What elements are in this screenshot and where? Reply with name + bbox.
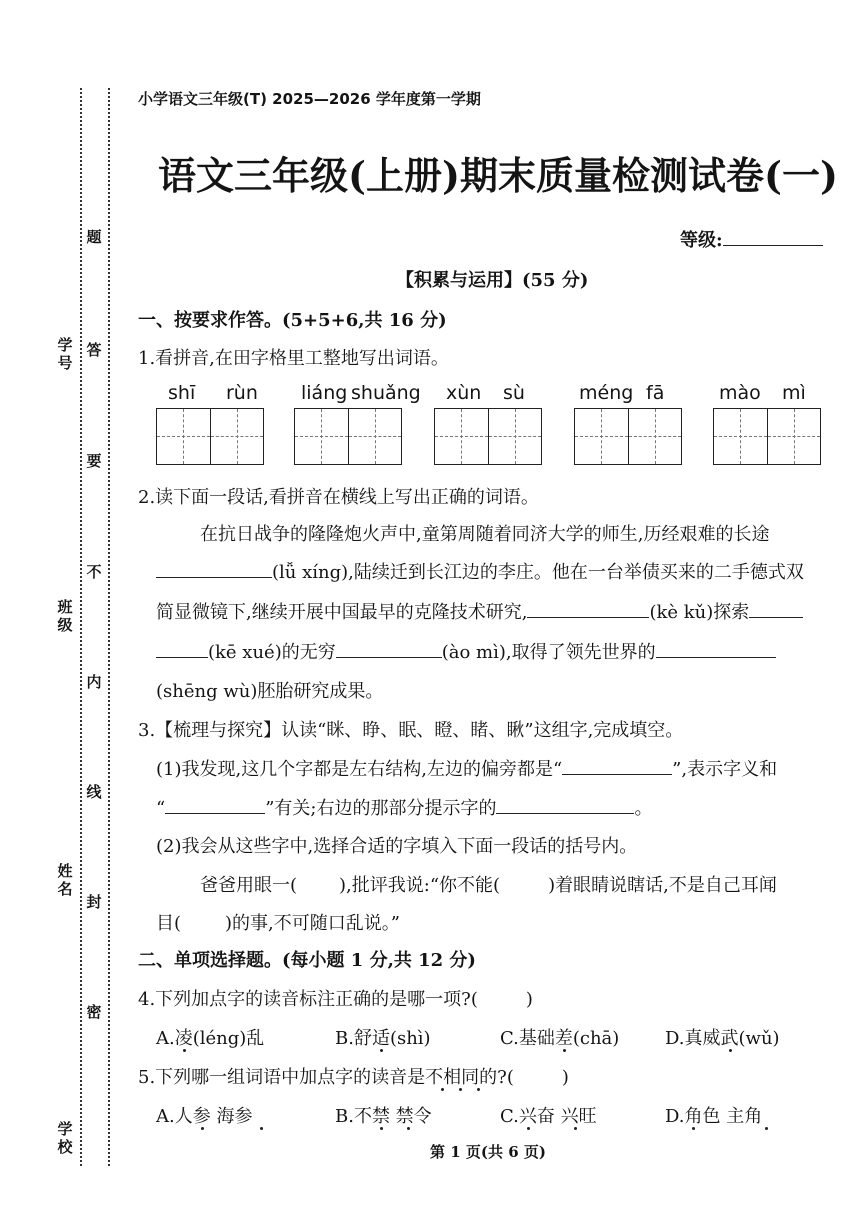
binding-line-inner bbox=[108, 88, 110, 1166]
q4-prompt bbox=[138, 985, 533, 1011]
q3-text: 目( bbox=[156, 913, 182, 934]
answer-blank[interactable] bbox=[749, 599, 803, 618]
emphasis-dot bbox=[260, 1127, 263, 1130]
q2-line2 bbox=[156, 558, 804, 584]
q2-line5: (shēng wù)胚胎研究成果。 bbox=[156, 681, 384, 702]
writing-grid[interactable] bbox=[156, 408, 264, 465]
emphasis-dot bbox=[380, 1049, 383, 1052]
grade-blank[interactable] bbox=[723, 227, 823, 246]
q2-line4 bbox=[156, 638, 776, 664]
q2-text: (lǚ xíng),陆续迁到长江边的李庄。他在一台举债买来的二手德式双 bbox=[272, 562, 804, 583]
q3-text: “ bbox=[156, 798, 166, 819]
class-label: 班级 bbox=[57, 598, 73, 634]
answer-blank[interactable] bbox=[527, 599, 649, 618]
q4-text: 4.下列加点字的读音标注正确的是哪一项?( bbox=[138, 989, 478, 1010]
page-number: 第 1 页(共 6 页) bbox=[430, 1143, 546, 1161]
pinyin: shuǎng bbox=[351, 382, 421, 404]
emphasis-dot bbox=[183, 1049, 186, 1052]
q3-text: ”有关;右边的那部分提示字的 bbox=[265, 798, 497, 819]
name-label: 姓名 bbox=[57, 862, 73, 898]
emphasis-dot bbox=[527, 1127, 530, 1130]
answer-blank[interactable] bbox=[656, 639, 776, 658]
emphasis-dot bbox=[765, 1127, 768, 1130]
emphasis-dot bbox=[459, 1088, 462, 1091]
q2-prompt: 2.读下面一段话,看拼音在横线上写出正确的词语。 bbox=[138, 487, 539, 508]
q3-text: )的事,不可随口乱说。” bbox=[225, 913, 400, 934]
q3-text: )着眼睛说瞎话,不是自己耳闻 bbox=[548, 875, 777, 896]
binding-char: 不 bbox=[86, 563, 102, 581]
grade-label: 等级: bbox=[680, 230, 723, 251]
writing-grid[interactable] bbox=[713, 408, 821, 465]
binding-char: 线 bbox=[86, 783, 102, 801]
q4-text: ) bbox=[525, 989, 533, 1010]
emphasis-dot bbox=[729, 1049, 732, 1052]
part2-heading: 二、单项选择题。(每小题 1 分,共 12 分) bbox=[138, 950, 476, 971]
binding-char: 密 bbox=[86, 1003, 102, 1021]
binding-char: 内 bbox=[86, 673, 102, 691]
q2-text: (ào mì),取得了领先世界的 bbox=[441, 642, 656, 663]
emphasis-dot bbox=[407, 1127, 410, 1130]
q3-text: ”,表示字义和 bbox=[672, 759, 778, 780]
emphasis-dot bbox=[201, 1127, 204, 1130]
pinyin: sù bbox=[503, 382, 525, 404]
q3-prompt: 3.【梳理与探究】认读“眯、睁、眠、瞪、睹、瞅”这组字,完成填空。 bbox=[138, 720, 684, 741]
binding-char: 答 bbox=[86, 341, 102, 359]
binding-char: 封 bbox=[86, 893, 102, 911]
pinyin: mào bbox=[719, 382, 761, 404]
grade-field bbox=[680, 226, 823, 252]
q3-passage-line1 bbox=[200, 871, 777, 897]
answer-blank[interactable] bbox=[165, 795, 265, 814]
q5-option-d[interactable]: D.角色 主角 bbox=[665, 1106, 763, 1127]
q5-option-c[interactable]: C.兴奋 兴旺 bbox=[500, 1106, 597, 1127]
answer-blank[interactable] bbox=[336, 639, 442, 658]
emphasis-dot bbox=[574, 1127, 577, 1130]
emphasis-dot bbox=[563, 1049, 566, 1052]
q4-option-d[interactable]: D.真威武(wǔ) bbox=[665, 1028, 780, 1049]
q5-option-a[interactable]: A.人参 海参 bbox=[156, 1106, 253, 1127]
answer-blank[interactable] bbox=[156, 639, 208, 658]
part1-heading: 一、按要求作答。(5+5+6,共 16 分) bbox=[138, 310, 447, 331]
emphasis-dot bbox=[477, 1088, 480, 1091]
pinyin: mì bbox=[782, 382, 806, 404]
q3-sub2: (2)我会从这些字中,选择合适的字填入下面一段话的括号内。 bbox=[156, 836, 638, 857]
emphasis-dot bbox=[692, 1127, 695, 1130]
subject-line: 小学语文三年级(T) 2025—2026 学年度第一学期 bbox=[138, 90, 481, 108]
emphasis-dot bbox=[441, 1088, 444, 1091]
q5-text: 5.下列哪一组词语中加点字的读音是不相同的?( bbox=[138, 1067, 514, 1088]
q5-text: ) bbox=[561, 1067, 569, 1088]
pinyin: rùn bbox=[226, 382, 258, 404]
pinyin: xùn bbox=[446, 382, 482, 404]
q3-text: 。 bbox=[634, 798, 653, 819]
q2-line3 bbox=[156, 598, 803, 624]
q3-text: 爸爸用眼一( bbox=[200, 875, 298, 896]
q3-sub1-line2 bbox=[156, 794, 652, 820]
answer-blank[interactable] bbox=[496, 795, 634, 814]
writing-grid[interactable] bbox=[574, 408, 682, 465]
answer-blank[interactable] bbox=[156, 559, 272, 578]
section-heading: 【积累与运用】(55 分) bbox=[396, 270, 589, 291]
writing-grid[interactable] bbox=[294, 408, 402, 465]
q2-text: 简显微镜下,继续开展中国最早的克隆技术研究, bbox=[156, 602, 528, 623]
q3-text: ),批评我说:“你不能( bbox=[339, 875, 501, 896]
school-label: 学校 bbox=[57, 1120, 73, 1156]
q2-text: (kè kǔ)探索 bbox=[649, 602, 750, 623]
pinyin: liáng bbox=[301, 382, 348, 404]
q4-option-a[interactable]: A.凌(léng)乱 bbox=[156, 1028, 265, 1049]
answer-blank[interactable] bbox=[562, 756, 672, 775]
q5-option-b[interactable]: B.不禁 禁令 bbox=[335, 1106, 432, 1127]
q4-option-c[interactable]: C.基础差(chā) bbox=[500, 1028, 620, 1049]
pinyin: méng bbox=[579, 382, 634, 404]
pinyin: shī bbox=[168, 382, 196, 404]
q5-prompt bbox=[138, 1063, 569, 1089]
q3-sub1-line1 bbox=[156, 755, 777, 781]
student-id-label: 学号 bbox=[57, 336, 73, 372]
pinyin: fā bbox=[646, 382, 665, 404]
q3-text: (1)我发现,这几个字都是左右结构,左边的偏旁都是“ bbox=[156, 759, 563, 780]
q3-passage-line2 bbox=[156, 909, 400, 935]
binding-char: 题 bbox=[86, 228, 102, 246]
page-title: 语文三年级(上册)期末质量检测试卷(一) bbox=[158, 153, 838, 198]
q4-option-b[interactable]: B.舒适(shì) bbox=[335, 1028, 431, 1049]
emphasis-dot bbox=[380, 1127, 383, 1130]
q2-line1: 在抗日战争的隆隆炮火声中,童第周随着同济大学的师生,历经艰难的长途 bbox=[200, 524, 770, 545]
q1-prompt: 1.看拼音,在田字格里工整地写出词语。 bbox=[138, 348, 449, 369]
writing-grid[interactable] bbox=[434, 408, 542, 465]
binding-char: 要 bbox=[86, 452, 102, 470]
q2-text: (kē xué)的无穷 bbox=[208, 642, 336, 663]
